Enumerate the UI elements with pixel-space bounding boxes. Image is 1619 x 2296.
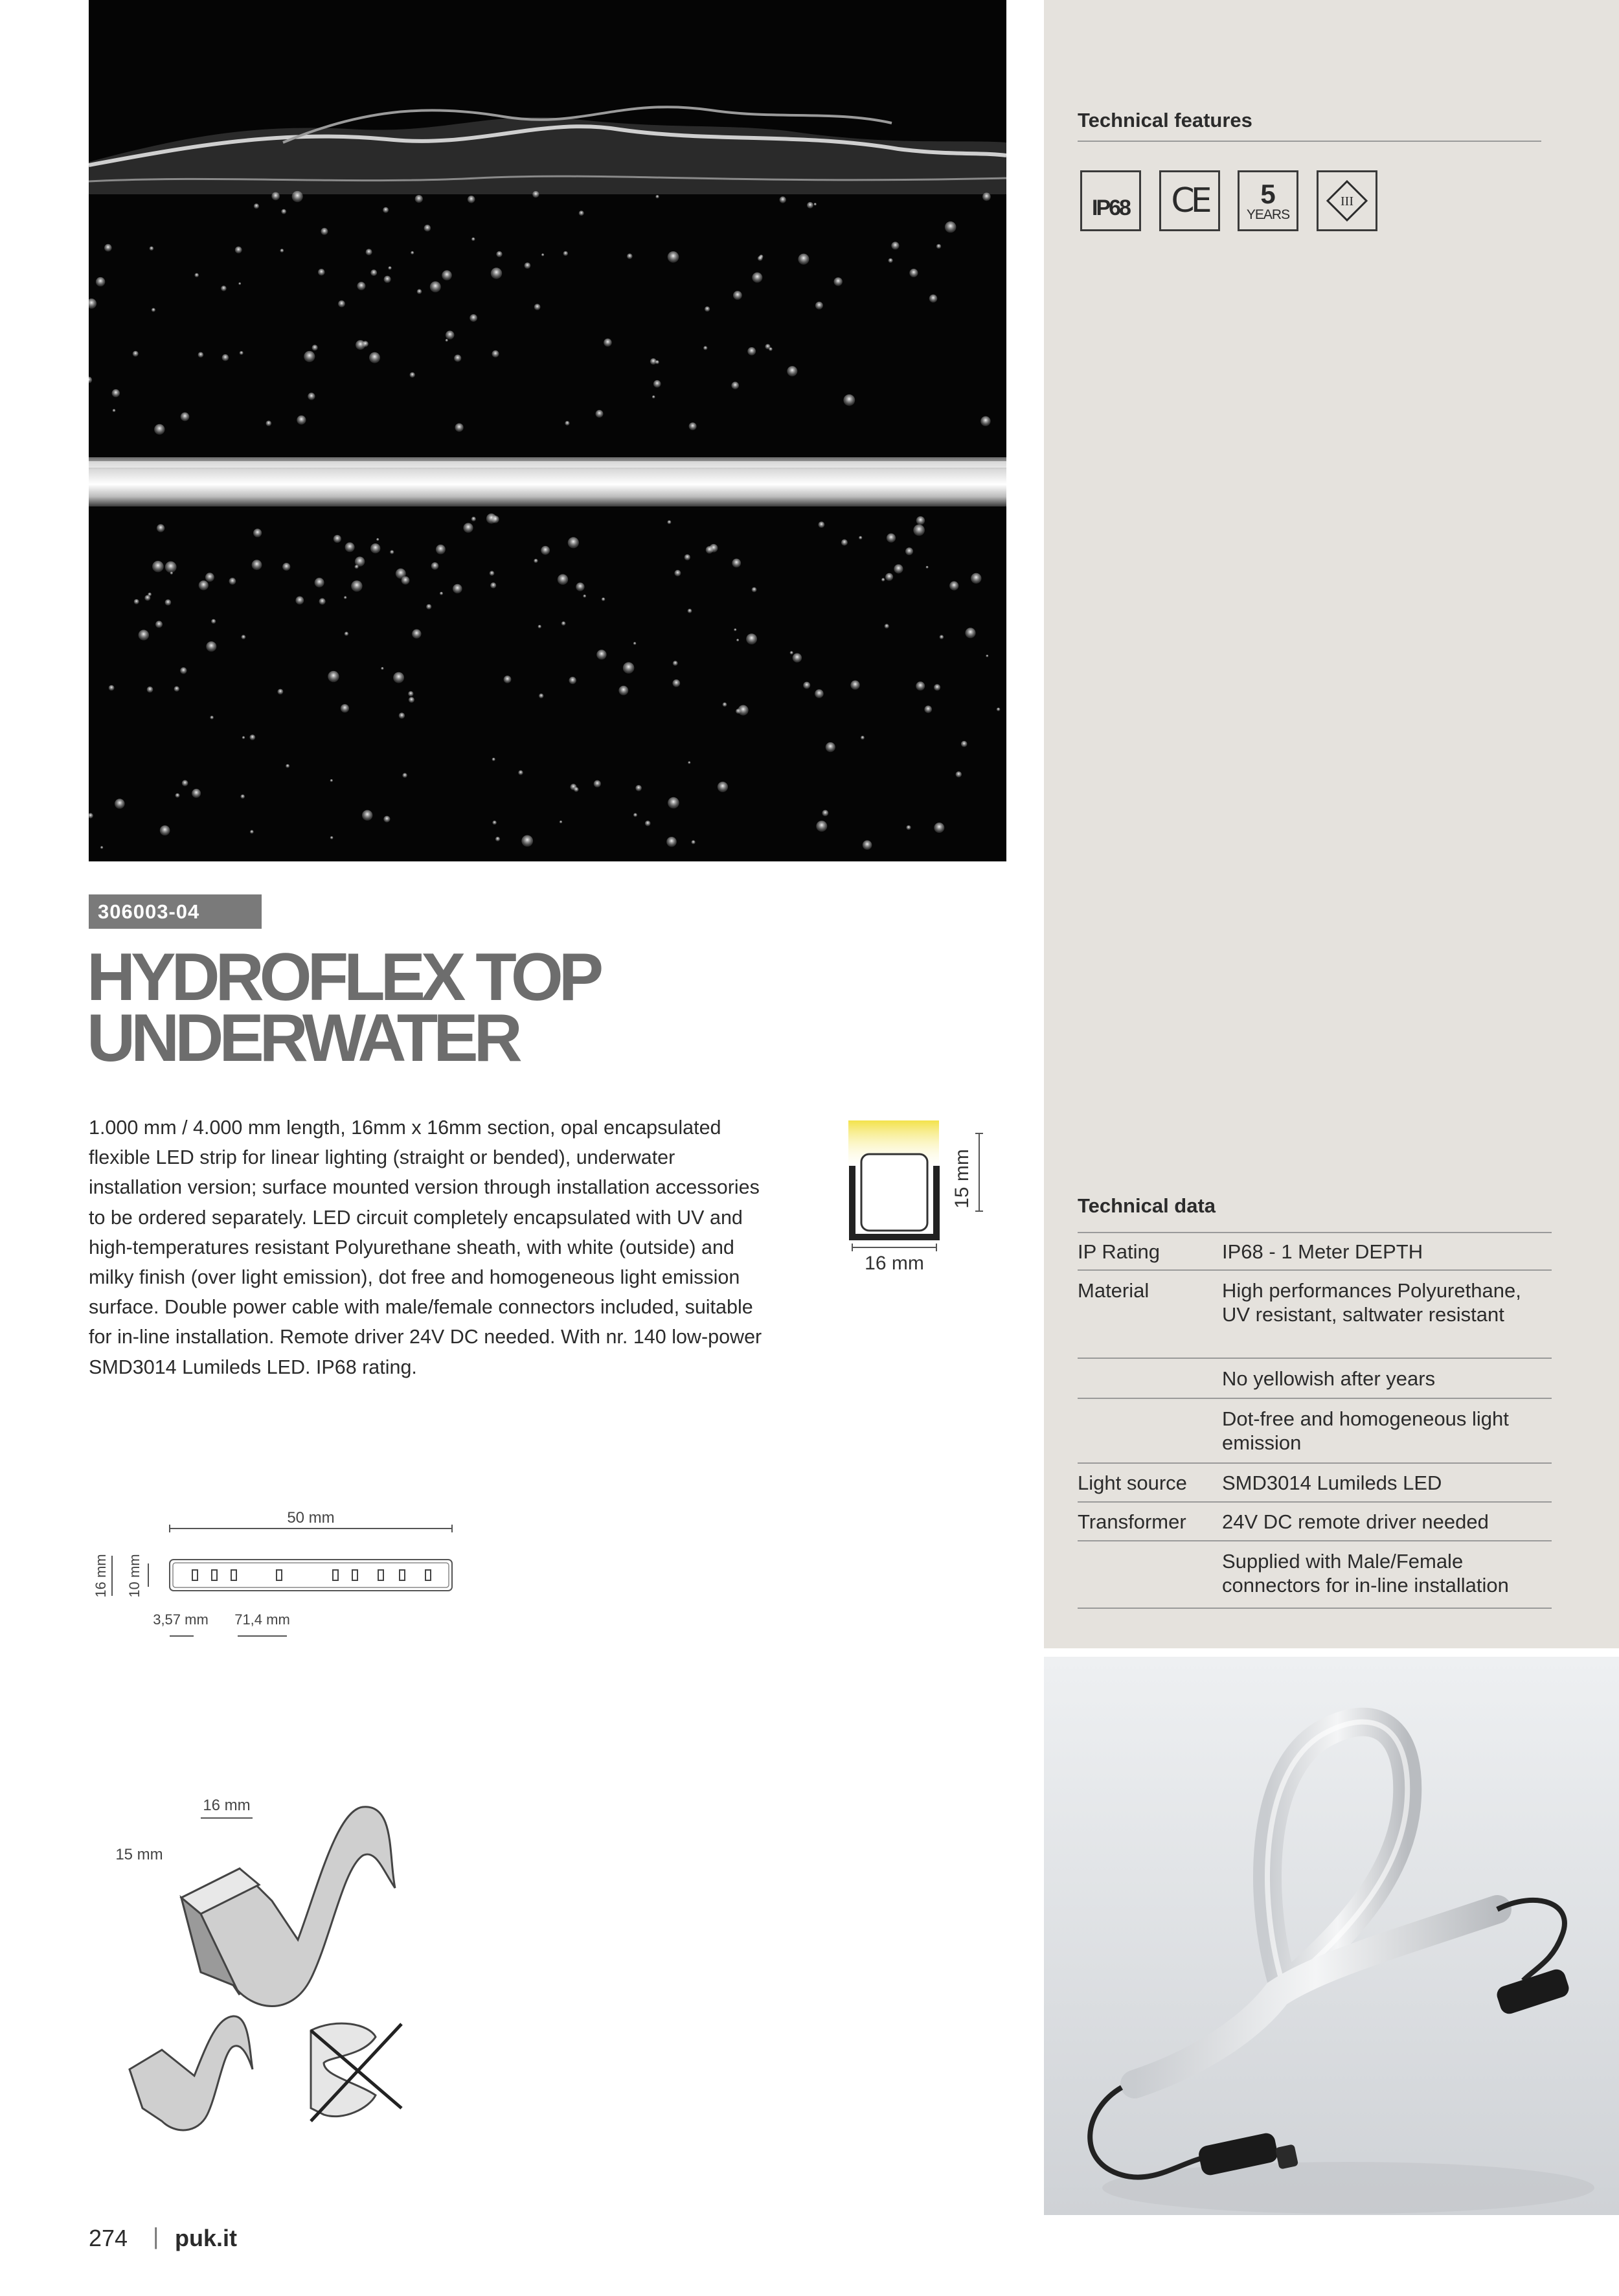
bubble: [412, 630, 421, 639]
bubble: [936, 244, 941, 249]
bubble: [442, 270, 452, 280]
bubble: [152, 308, 155, 312]
bubble: [490, 571, 495, 576]
bubble: [905, 547, 913, 555]
bubble: [281, 209, 286, 214]
bubble: [859, 536, 862, 540]
bubble: [393, 672, 404, 683]
bubble: [814, 203, 817, 205]
bubble: [286, 764, 289, 768]
bubble: [355, 565, 359, 569]
bubble: [240, 351, 243, 355]
bubble: [330, 779, 333, 782]
bubble: [673, 661, 678, 666]
bubble: [278, 689, 284, 695]
bubble: [238, 282, 241, 285]
bubble: [152, 561, 164, 573]
class-iii-label: III: [1341, 194, 1353, 209]
bubble: [945, 222, 957, 233]
bubble: [491, 267, 502, 278]
bubble: [980, 416, 990, 426]
bubble: [134, 599, 139, 604]
bubble: [318, 269, 325, 276]
bubble: [495, 837, 500, 841]
tech-row-transformer-2: Supplied with Male/Female connectors for in-line installation: [1078, 1541, 1552, 1609]
bubble: [594, 780, 601, 788]
tech-row-material: Material High performances Polyurethane, UV resistant, saltwater resistant: [1078, 1271, 1552, 1359]
page-number: 274: [89, 2225, 128, 2251]
bubble: [235, 247, 242, 254]
bubble: [841, 540, 848, 546]
bubble: [758, 256, 763, 261]
bubble: [471, 517, 476, 521]
wrong-bend-icon: [311, 2023, 402, 2121]
bubble: [424, 225, 431, 232]
bubble: [752, 587, 757, 593]
bubble: [376, 538, 379, 541]
bubble: [997, 708, 1001, 712]
bubble: [961, 741, 968, 747]
bubble: [381, 667, 383, 670]
bubble: [861, 736, 865, 740]
bubble: [672, 679, 680, 687]
bubble: [468, 196, 475, 203]
bubble: [891, 242, 899, 249]
bubble: [175, 793, 180, 798]
bubble: [242, 736, 245, 740]
bubble: [492, 516, 499, 523]
bubble: [357, 282, 365, 290]
bubble: [199, 580, 209, 590]
bubble: [192, 789, 201, 798]
bubble: [113, 409, 116, 413]
bubble: [315, 578, 324, 587]
bubble: [596, 650, 606, 659]
bubble: [881, 578, 885, 581]
bubble: [446, 339, 448, 341]
bubble: [252, 560, 262, 570]
bubble: [623, 662, 635, 674]
bubble: [815, 302, 823, 310]
bubble: [426, 604, 431, 609]
bubble: [685, 554, 690, 560]
product-title: [87, 940, 600, 1076]
bubble: [229, 578, 236, 585]
bubble: [688, 609, 692, 613]
bubble: [834, 277, 843, 286]
bubble: [734, 628, 736, 631]
bubble: [666, 837, 677, 847]
bubble: [525, 262, 531, 269]
ce-mark-icon: CE: [1159, 170, 1220, 231]
bubble: [297, 415, 306, 424]
bubble: [534, 304, 541, 310]
bubble: [819, 521, 825, 528]
bubble: [521, 835, 533, 847]
warranty-icon: 5 YEARS: [1238, 170, 1298, 231]
correct-bend-icon: [130, 2016, 253, 2130]
bubble: [440, 592, 443, 595]
bubble: [446, 331, 455, 340]
bubble: [534, 559, 538, 563]
bubble: [561, 621, 566, 626]
bubble: [253, 529, 262, 537]
bubble: [738, 705, 749, 716]
bubble: [793, 654, 802, 663]
bubble: [718, 782, 728, 792]
bubble: [221, 286, 227, 291]
tech-row-light-source: Light source SMD3014 Lumileds LED: [1078, 1464, 1552, 1503]
bubble: [390, 550, 394, 554]
bubble: [885, 573, 893, 581]
bubble: [453, 584, 462, 594]
bubble: [913, 525, 925, 536]
product-photo: [1044, 1657, 1619, 2215]
bubble: [926, 566, 929, 569]
bubble: [635, 785, 642, 791]
bubble: [334, 535, 341, 543]
bubble: [733, 291, 742, 300]
class-iii-icon: [1317, 170, 1377, 231]
bubble: [155, 621, 163, 628]
bubble: [206, 641, 216, 652]
bubble: [319, 598, 326, 605]
bubble: [100, 846, 103, 848]
bubble: [541, 253, 544, 256]
bubble: [887, 534, 896, 543]
bubble: [633, 642, 637, 645]
bubble: [338, 301, 345, 308]
bubble: [280, 249, 284, 253]
bubble: [222, 354, 229, 361]
bubble: [576, 582, 584, 591]
bubble: [254, 203, 259, 209]
bubble: [731, 381, 739, 389]
bubble: [504, 676, 512, 683]
bubble: [929, 295, 938, 303]
bubble: [747, 347, 756, 356]
bubble: [383, 207, 389, 213]
bubble: [579, 210, 584, 216]
bubble: [160, 825, 170, 835]
bubble: [787, 366, 797, 376]
bubble: [909, 269, 918, 277]
bubble: [655, 195, 659, 198]
bubble: [736, 639, 739, 641]
bubble: [674, 570, 681, 576]
bubble: [583, 595, 586, 598]
bubble: [409, 697, 414, 703]
bubble: [667, 520, 671, 524]
bubble: [569, 677, 576, 684]
bubble: [894, 564, 903, 573]
bubble: [198, 352, 204, 358]
bubble: [596, 410, 604, 418]
bubble: [165, 599, 172, 606]
bubble: [436, 545, 446, 554]
tech-row-ip-rating: IP Rating IP68 - 1 Meter DEPTH: [1078, 1233, 1552, 1271]
bubble: [850, 681, 859, 690]
bubble: [815, 689, 824, 698]
bubble: [752, 273, 762, 283]
bubble: [96, 277, 105, 286]
bubble: [539, 694, 543, 698]
technical-data-title: Technical data: [1078, 1194, 1216, 1217]
bubble: [688, 761, 690, 764]
strip-height-outer-label: 16 mm: [93, 1554, 109, 1598]
led-spacing-small-label: 3,57 mm: [153, 1611, 209, 1628]
product-title-line2: UNDERWATER: [87, 1001, 518, 1076]
bubble: [292, 191, 303, 202]
bubble: [574, 787, 578, 791]
bubble: [668, 251, 679, 263]
bubble: [109, 685, 115, 691]
bubble: [321, 228, 328, 235]
ip68-icon: IP68: [1080, 170, 1141, 231]
bubble: [370, 269, 377, 276]
bubble: [798, 254, 809, 265]
bubble: [211, 619, 216, 624]
bubble: [492, 758, 495, 761]
bubble: [182, 780, 188, 786]
product-description: 1.000 mm / 4.000 mm length, 16mm x 16mm section, opal encapsulated flexible LED strip for linear lighting (straight or bended), underwater installation version; surface mounted version through installation accessories to be ordered separately. LED circuit completely encapsulated with UV and high-temperatures resistant Polyurethane sheath, with white (outside) and milky finish (over light emission), dot free and homogeneous light emission surface. Double power cable with male/female connectors included, suitable for in-line installation. Remote driver 24V DC needed. With nr. 140 low-power SMD3014 Lumileds LED. IP68 rating.: [89, 1117, 762, 1378]
bubble: [210, 716, 214, 720]
bubble: [971, 573, 981, 584]
bubble: [560, 821, 562, 823]
bubble: [410, 372, 415, 378]
bubble: [563, 251, 568, 256]
bubble: [705, 306, 710, 312]
bubble: [496, 251, 502, 257]
bubble: [541, 546, 550, 555]
bubble: [242, 635, 246, 639]
bubble: [703, 346, 707, 350]
section-height-label: 15 mm: [951, 1149, 973, 1209]
bubble: [115, 799, 125, 809]
bubble: [408, 691, 413, 696]
bubble: [532, 191, 539, 198]
bubble: [148, 593, 152, 597]
bubble: [924, 705, 932, 713]
bubble: [692, 840, 696, 844]
bubble: [139, 630, 149, 640]
bubble: [249, 734, 255, 740]
diamond-frame: [1324, 178, 1370, 223]
section-width-label: 16 mm: [865, 1253, 924, 1274]
bubble: [618, 686, 628, 696]
bubble: [965, 628, 975, 638]
bubble: [982, 192, 991, 201]
bubble: [633, 813, 637, 817]
bubble: [154, 424, 164, 435]
bubble: [790, 651, 793, 654]
bubble: [174, 687, 179, 692]
bubble: [165, 562, 177, 573]
bubble: [706, 546, 714, 554]
bubble: [295, 597, 304, 605]
bubble: [345, 542, 355, 552]
bubble: [351, 580, 362, 591]
bubble: [780, 196, 786, 203]
footer-separator: |: [153, 2223, 159, 2249]
strip-topview-diagram: [89, 1501, 464, 1644]
bubble: [104, 244, 112, 252]
bubble: [655, 360, 659, 364]
bubble: [956, 771, 962, 777]
bubble: [470, 314, 477, 322]
bubble: [150, 246, 154, 251]
bend-width-label: 16 mm: [203, 1797, 251, 1814]
bubble: [415, 195, 423, 203]
bubble: [266, 420, 272, 426]
underwater-strip-photo: [89, 0, 1006, 861]
led-spacing-large-label: 71,4 mm: [234, 1611, 290, 1628]
product-code: 306003-04: [89, 894, 262, 929]
technical-features-title: Technical features: [1078, 109, 1252, 131]
bubble: [344, 596, 347, 599]
bubble: [308, 392, 315, 400]
bubble: [366, 249, 372, 255]
led-strip-coil-photo: [1044, 1657, 1619, 2215]
bubble: [396, 569, 406, 579]
bubble: [986, 655, 988, 657]
bubble: [746, 633, 757, 644]
bubble: [538, 625, 541, 628]
bubble: [863, 840, 872, 850]
bubble: [645, 821, 651, 826]
bubble: [940, 635, 944, 639]
bubble: [384, 276, 391, 283]
bubble: [330, 836, 334, 839]
bubble: [463, 523, 473, 532]
bubble: [180, 667, 187, 674]
bubble: [518, 770, 523, 775]
bubble: [112, 389, 120, 397]
footer-website-link[interactable]: puk.it: [175, 2225, 237, 2251]
bubble: [723, 703, 727, 707]
bubble: [411, 251, 414, 255]
bubble: [816, 821, 827, 832]
bubble: [822, 810, 828, 817]
bubble: [341, 704, 349, 712]
product-title-line1: HYDROFLEX TOP: [87, 940, 600, 1015]
tech-row-material-2: No yellowish after years: [1078, 1359, 1552, 1399]
bubble: [490, 582, 496, 588]
bubble: [304, 351, 315, 362]
bubble: [362, 810, 372, 821]
bubble: [604, 339, 612, 347]
bubble: [454, 355, 461, 362]
bending-diagram: [104, 1771, 466, 2160]
bubble: [312, 345, 318, 350]
bubble: [916, 681, 925, 690]
technical-features-divider: [1078, 141, 1541, 142]
bubble: [399, 712, 405, 718]
bubble: [885, 624, 889, 628]
bubble: [732, 559, 741, 568]
bubble: [240, 795, 245, 799]
bubble: [455, 424, 464, 432]
bubble: [916, 516, 925, 525]
tech-row-material-3: Dot-free and homogeneous light emission: [1078, 1399, 1552, 1464]
bubble: [492, 821, 496, 824]
hero-photo: [89, 0, 1006, 861]
bubble: [934, 684, 940, 690]
bubble: [558, 574, 568, 585]
bubble: [133, 351, 139, 357]
bubble: [430, 281, 441, 292]
bubble: [282, 563, 290, 571]
bubble: [765, 344, 770, 349]
bubble: [388, 266, 391, 269]
bubble: [668, 797, 679, 809]
bubble: [492, 350, 499, 358]
bubble: [250, 830, 254, 834]
bubble: [471, 238, 475, 242]
bubble: [889, 258, 893, 263]
bend-height-label: 15 mm: [115, 1846, 163, 1863]
bubble: [147, 687, 153, 693]
bubble: [157, 524, 164, 532]
bubble: [689, 422, 697, 430]
bubble: [417, 289, 422, 294]
bubble: [627, 253, 633, 259]
bubble: [653, 380, 661, 388]
bubble: [934, 823, 944, 833]
bubble: [431, 562, 439, 570]
bubble: [843, 394, 855, 406]
bubble: [826, 742, 835, 752]
bubble: [803, 682, 810, 689]
bubble: [205, 573, 214, 582]
bubble: [363, 341, 368, 347]
bubble: [370, 543, 380, 553]
bubble: [652, 396, 655, 399]
bubble: [906, 825, 911, 830]
bubble: [271, 192, 280, 201]
bubble: [402, 773, 407, 778]
bubble: [181, 413, 190, 422]
bubble: [383, 816, 390, 823]
bubble: [568, 537, 579, 548]
bubble: [807, 202, 813, 209]
bubble: [345, 631, 348, 635]
bubble: [194, 273, 199, 278]
bubble: [949, 581, 958, 590]
strip-height-inner-label: 10 mm: [126, 1554, 142, 1598]
bubble: [565, 421, 569, 426]
bubble: [602, 598, 606, 602]
bubble: [328, 671, 339, 682]
section-diagram: [835, 1114, 1004, 1282]
tech-row-transformer: Transformer 24V DC remote driver needed: [1078, 1503, 1552, 1541]
bubble: [369, 352, 380, 363]
strip-length-label: 50 mm: [287, 1509, 335, 1527]
